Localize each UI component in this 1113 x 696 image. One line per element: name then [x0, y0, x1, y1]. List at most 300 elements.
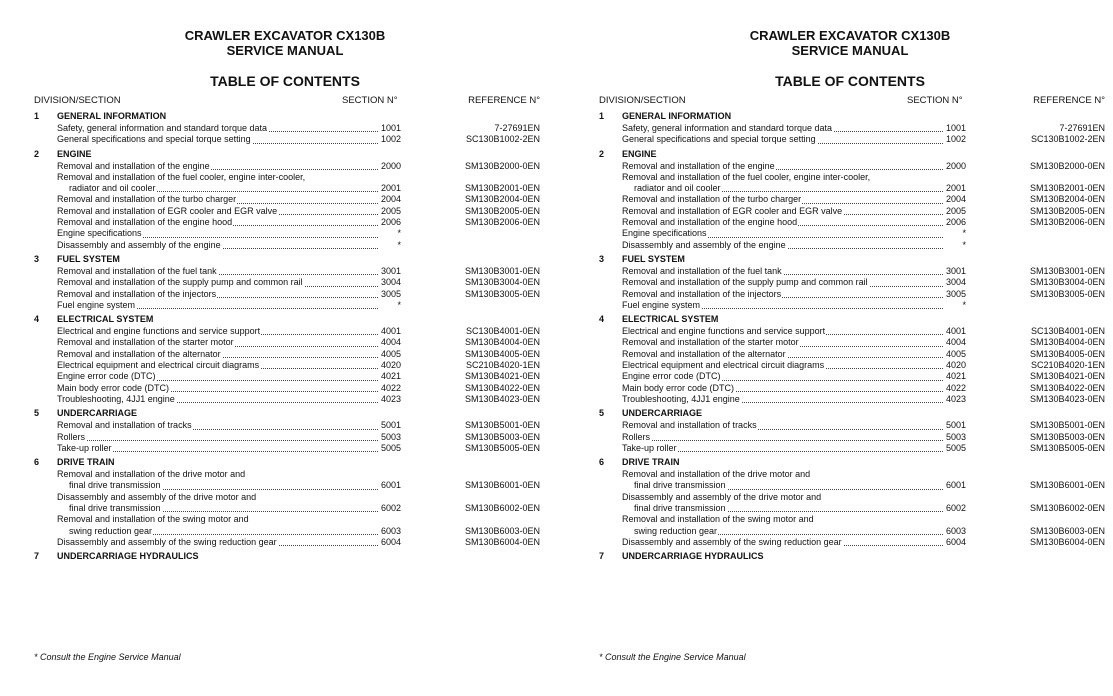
toc-entry: [34, 183, 544, 194]
division-block: [599, 314, 1109, 405]
toc-entry: [34, 228, 544, 239]
section-number: 3001: [380, 265, 401, 276]
reference-number: SM130B4005-0EN: [1029, 348, 1105, 359]
section-number: 6004: [945, 536, 966, 547]
division-block: [34, 254, 544, 311]
division-block: [599, 457, 1109, 548]
section-number: 3004: [380, 277, 401, 288]
division-number: 1: [34, 111, 40, 121]
entry-title: final drive transmission: [69, 503, 161, 514]
section-number: 2006: [945, 217, 966, 228]
reference-number: SM130B4023-0EN: [464, 393, 540, 404]
entry-title-leader: [622, 277, 965, 288]
entry-title: Engine specifications: [57, 228, 142, 239]
reference-number: SM130B5005-0EN: [464, 442, 540, 453]
toc-entry: [599, 432, 1109, 443]
reference-number: SM130B2006-0EN: [1029, 217, 1105, 228]
toc-entry: [34, 161, 544, 172]
entry-title-leader: [622, 266, 965, 277]
section-number: 5005: [380, 442, 401, 453]
entry-title-leader: [57, 240, 400, 251]
section-number: *: [379, 228, 401, 239]
toc-entry: [34, 360, 544, 371]
entry-title-leader: [57, 289, 400, 300]
toc-entry: [599, 349, 1109, 360]
entry-title-leader: [57, 432, 400, 443]
division-number: 5: [599, 408, 605, 419]
section-number: 1002: [380, 134, 401, 145]
reference-number: SM130B6003-0EN: [1029, 525, 1105, 536]
section-number: 6002: [380, 503, 401, 514]
entry-title-leader: [57, 134, 400, 145]
reference-number: SC130B1002-2EN: [465, 134, 540, 145]
entry-title: Removal and installation of the engine: [57, 160, 210, 171]
reference-number: 7-27691EN: [1059, 123, 1105, 133]
division-heading: [599, 254, 1109, 266]
toc-entry: [34, 503, 544, 514]
entry-title-leader: [622, 432, 965, 443]
division-block: [34, 111, 544, 146]
entry-title: Removal and installation of the drive motor and: [57, 469, 246, 480]
entry-title-leader: [622, 326, 965, 337]
division-heading: [599, 149, 1109, 161]
section-number: 5001: [945, 420, 966, 431]
toc-entry: [599, 172, 1109, 183]
entry-title-leader: [622, 123, 965, 134]
toc-entry: [34, 383, 544, 394]
toc-entry: [599, 526, 1109, 537]
division-heading: [599, 314, 1109, 326]
division-heading: [599, 408, 1109, 420]
entry-title: swing reduction gear: [634, 525, 718, 536]
division-number: 4: [599, 314, 605, 325]
division-name: GENERAL INFORMATION: [622, 111, 732, 121]
section-number: 3005: [945, 288, 966, 299]
toc-entry: [599, 206, 1109, 217]
section-number: 4005: [380, 348, 401, 359]
entry-title: Removal and installation of the swing motor and: [57, 514, 249, 525]
reference-number: SC210B4020-1EN: [465, 360, 540, 371]
toc-entry: [599, 134, 1109, 145]
toc-entry: [599, 469, 1109, 480]
toc-entry: [34, 206, 544, 217]
entry-title-leader: [57, 371, 400, 382]
division-number: 3: [34, 253, 40, 264]
division-heading: [34, 551, 544, 563]
entry-title-leader: [622, 172, 965, 183]
entry-title: Take-up roller: [622, 442, 677, 453]
section-number: 2005: [945, 205, 966, 216]
reference-number: SM130B4022-0EN: [1029, 382, 1105, 393]
section-number: *: [944, 300, 966, 311]
division-number: 3: [599, 253, 605, 264]
division-number: 2: [599, 148, 605, 159]
entry-title-leader: [622, 514, 965, 525]
reference-number: SM130B3004-0EN: [464, 277, 540, 288]
entry-title: Fuel engine system: [57, 299, 136, 310]
division-name: DRIVE TRAIN: [57, 457, 115, 468]
section-number: 4022: [380, 382, 401, 393]
division-heading: [34, 149, 544, 161]
toc-entry: [34, 526, 544, 537]
entry-title: Removal and installation of EGR cooler and EGR valve: [622, 205, 843, 216]
toc-entry: [599, 537, 1109, 548]
entry-title: Removal and installation of tracks: [622, 420, 757, 431]
division-number: 5: [34, 408, 40, 419]
section-number: *: [944, 228, 966, 239]
toc-entry: [34, 123, 544, 134]
division-heading: [34, 408, 544, 420]
entry-title-leader: [57, 360, 400, 371]
entry-title: Removal and installation of EGR cooler and EGR valve: [57, 205, 278, 216]
reference-number: SM130B4004-0EN: [464, 337, 540, 348]
reference-number: SM130B4021-0EN: [1029, 371, 1105, 382]
entry-title-leader: [622, 537, 965, 548]
toc-entry: [599, 420, 1109, 431]
division-block: [34, 408, 544, 454]
entry-title: Troubleshooting, 4JJ1 engine: [57, 393, 175, 404]
reference-column-label: REFERENCE N°: [468, 95, 540, 106]
section-number: 6003: [380, 525, 401, 536]
entry-title-leader: [622, 206, 965, 217]
entry-title: General specifications and special torque setting: [622, 134, 816, 145]
division-name: UNDERCARRIAGE: [622, 408, 703, 419]
entry-title-leader: [622, 492, 965, 503]
doc-subtitle: SERVICE MANUAL: [791, 43, 909, 58]
reference-number: 7-27691EN: [494, 123, 540, 133]
division-block: [599, 149, 1109, 251]
reference-number: SM130B6003-0EN: [464, 525, 540, 536]
toc-entry: [599, 194, 1109, 205]
doc-title: CRAWLER EXCAVATOR CX130B: [184, 28, 386, 43]
section-number: 4020: [945, 360, 966, 371]
entry-title-leader: [622, 349, 965, 360]
division-block: [599, 111, 1109, 146]
reference-number: SM130B2005-0EN: [1029, 205, 1105, 216]
entry-title: radiator and oil cooler: [69, 183, 156, 194]
entry-title-leader: [69, 526, 400, 537]
doc-subtitle: SERVICE MANUAL: [226, 43, 344, 58]
reference-number: SM130B5003-0EN: [464, 431, 540, 442]
reference-column-label: REFERENCE N°: [1033, 95, 1105, 106]
section-number: 1002: [945, 134, 966, 145]
section-number: 1001: [945, 123, 966, 133]
page-right: [593, 0, 1113, 696]
reference-number: SM130B4005-0EN: [464, 348, 540, 359]
reference-number: SM130B2006-0EN: [464, 217, 540, 228]
toc-entry: [599, 360, 1109, 371]
section-number: 4021: [945, 371, 966, 382]
entry-title: swing reduction gear: [69, 525, 153, 536]
division-name: ENGINE: [622, 148, 657, 159]
reference-number: SM130B4022-0EN: [464, 382, 540, 393]
entry-title: Removal and installation of the drive motor and: [622, 469, 811, 480]
reference-number: SM130B6002-0EN: [464, 503, 540, 514]
toc-entry: [34, 266, 544, 277]
division-block: [34, 457, 544, 548]
reference-number: SM130B4004-0EN: [1029, 337, 1105, 348]
toc-entry: [34, 300, 544, 311]
entry-title-leader: [622, 443, 965, 454]
toc-entry: [599, 289, 1109, 300]
entry-title-leader: [622, 240, 965, 251]
toc-entry: [599, 503, 1109, 514]
entry-title-leader: [57, 172, 400, 183]
section-number: 6001: [380, 480, 401, 491]
entry-title-leader: [57, 123, 400, 134]
reference-number: SM130B3004-0EN: [1029, 277, 1105, 288]
toc-entry: [599, 337, 1109, 348]
entry-title-leader: [57, 266, 400, 277]
entry-title: Engine specifications: [622, 228, 707, 239]
division-heading: [599, 551, 1109, 563]
toc-list: [599, 111, 1109, 566]
entry-title: Disassembly and assembly of the drive motor and: [57, 491, 257, 502]
entry-title-leader: [57, 443, 400, 454]
reference-number: SM130B3005-0EN: [464, 288, 540, 299]
entry-title: General specifications and special torque setting: [57, 134, 251, 145]
section-number: 4020: [380, 360, 401, 371]
entry-title-leader: [57, 277, 400, 288]
toc-entry: [34, 289, 544, 300]
entry-title-leader: [57, 194, 400, 205]
division-name: UNDERCARRIAGE: [57, 408, 138, 419]
entry-title: Safety, general information and standard torque data: [57, 123, 267, 133]
reference-number: SM130B2005-0EN: [464, 205, 540, 216]
toc-entry: [599, 240, 1109, 251]
division-number: 4: [34, 314, 40, 325]
entry-title: Removal and installation of the injectors: [57, 288, 217, 299]
reference-number: SM130B4021-0EN: [464, 371, 540, 382]
division-heading: [34, 111, 544, 123]
reference-number: SM130B6001-0EN: [464, 480, 540, 491]
entry-title: Removal and installation of the turbo charger: [622, 194, 802, 205]
section-number: 4005: [945, 348, 966, 359]
toc-entry: [34, 337, 544, 348]
division-heading: [34, 314, 544, 326]
entry-title-leader: [622, 134, 965, 145]
entry-title: Removal and installation of the fuel cooler, engine inter-cooler,: [57, 171, 306, 182]
toc-entry: [34, 537, 544, 548]
entry-title: final drive transmission: [69, 480, 161, 491]
entry-title: Removal and installation of the engine hood: [622, 217, 798, 228]
toc-entry: [599, 277, 1109, 288]
footnote: * Consult the Engine Service Manual: [599, 652, 746, 662]
entry-title: Disassembly and assembly of the swing reduction gear: [622, 536, 842, 547]
toc-entry: [599, 480, 1109, 491]
entry-title-leader: [57, 537, 400, 548]
entry-title: final drive transmission: [634, 480, 726, 491]
toc-entry: [599, 492, 1109, 503]
section-number: 2004: [380, 194, 401, 205]
entry-title-leader: [69, 480, 400, 491]
toc-entry: [34, 349, 544, 360]
toc-entry: [34, 514, 544, 525]
section-number: 4023: [945, 393, 966, 404]
entry-title: Removal and installation of the supply pump and common rail: [57, 277, 303, 288]
division-name: ELECTRICAL SYSTEM: [57, 314, 154, 325]
entry-title: Removal and installation of the engine hood: [57, 217, 233, 228]
division-block: [34, 551, 544, 563]
toc-entry: [599, 300, 1109, 311]
entry-title-leader: [57, 394, 400, 405]
entry-title: final drive transmission: [634, 503, 726, 514]
entry-title: Disassembly and assembly of the drive motor and: [622, 491, 822, 502]
reference-number: SM130B2004-0EN: [1029, 194, 1105, 205]
reference-number: SM130B6001-0EN: [1029, 480, 1105, 491]
division-block: [599, 254, 1109, 311]
entry-title: Removal and installation of the engine: [622, 160, 775, 171]
footnote: * Consult the Engine Service Manual: [34, 652, 181, 662]
entry-title-leader: [622, 289, 965, 300]
section-number: 2000: [945, 160, 966, 171]
section-number: 2001: [380, 183, 401, 194]
section-number: 3001: [945, 265, 966, 276]
reference-number: SM130B3001-0EN: [1029, 265, 1105, 276]
entry-title-leader: [57, 337, 400, 348]
reference-number: SM130B4023-0EN: [1029, 393, 1105, 404]
reference-number: SM130B2004-0EN: [464, 194, 540, 205]
entry-title: Removal and installation of the alternator: [622, 348, 786, 359]
toc-title: TABLE OF CONTENTS: [210, 73, 360, 89]
division-number: 6: [599, 457, 605, 468]
reference-number: SM130B3005-0EN: [1029, 288, 1105, 299]
division-name: ELECTRICAL SYSTEM: [622, 314, 719, 325]
reference-number: SM130B6002-0EN: [1029, 503, 1105, 514]
section-number: 6003: [945, 525, 966, 536]
toc-entry: [599, 371, 1109, 382]
section-number: 3005: [380, 288, 401, 299]
entry-title: Removal and installation of the turbo charger: [57, 194, 237, 205]
division-name: UNDERCARRIAGE HYDRAULICS: [622, 551, 764, 562]
entry-title: Rollers: [622, 431, 651, 442]
toc-entry: [34, 326, 544, 337]
entry-title-leader: [69, 503, 400, 514]
division-block: [34, 149, 544, 251]
section-number: 4001: [380, 326, 401, 337]
toc-entry: [34, 134, 544, 145]
division-block: [34, 314, 544, 405]
toc-entry: [599, 383, 1109, 394]
toc-entry: [34, 492, 544, 503]
dot-leader: [57, 440, 400, 441]
division-name: GENERAL INFORMATION: [57, 111, 167, 121]
section-number: 2000: [380, 160, 401, 171]
entry-title: Removal and installation of the fuel tank: [57, 265, 217, 276]
section-number: 6004: [380, 536, 401, 547]
entry-title: Rollers: [57, 431, 86, 442]
section-number: *: [379, 300, 401, 311]
entry-title: Disassembly and assembly of the engine: [57, 239, 221, 250]
toc-entry: [34, 371, 544, 382]
entry-title: Engine error code (DTC): [622, 371, 721, 382]
entry-title: Troubleshooting, 4JJ1 engine: [622, 393, 740, 404]
entry-title-leader: [622, 420, 965, 431]
entry-title: Removal and installation of the swing motor and: [622, 514, 814, 525]
division-heading: [599, 457, 1109, 469]
reference-number: SM130B2001-0EN: [1029, 183, 1105, 194]
reference-number: SM130B5003-0EN: [1029, 431, 1105, 442]
division-name: ENGINE: [57, 148, 92, 159]
division-name: UNDERCARRIAGE HYDRAULICS: [57, 551, 199, 562]
entry-title-leader: [622, 161, 965, 172]
toc-entry: [599, 123, 1109, 134]
entry-title-leader: [57, 349, 400, 360]
entry-title: radiator and oil cooler: [634, 183, 721, 194]
toc-entry: [599, 183, 1109, 194]
entry-title: Electrical equipment and electrical circuit diagrams: [622, 360, 825, 371]
reference-number: SC210B4020-1EN: [1030, 360, 1105, 371]
reference-number: SM130B2000-0EN: [1029, 160, 1105, 171]
page-left: [28, 0, 548, 696]
entry-title-leader: [634, 480, 965, 491]
reference-number: SM130B2001-0EN: [464, 183, 540, 194]
division-number: 6: [34, 457, 40, 468]
toc-entry: [599, 161, 1109, 172]
entry-title-leader: [622, 383, 965, 394]
section-number: *: [944, 240, 966, 251]
entry-title-leader: [57, 420, 400, 431]
entry-title-leader: [57, 492, 400, 503]
division-name: FUEL SYSTEM: [622, 253, 685, 264]
entry-title: Removal and installation of the fuel cooler, engine inter-cooler,: [622, 171, 871, 182]
reference-number: SM130B6004-0EN: [464, 536, 540, 547]
reference-number: SM130B6004-0EN: [1029, 536, 1105, 547]
section-number: 2005: [380, 205, 401, 216]
entry-title: Engine error code (DTC): [57, 371, 156, 382]
reference-number: SM130B2000-0EN: [464, 160, 540, 171]
entry-title-leader: [57, 300, 400, 311]
division-number: 1: [599, 111, 605, 121]
division-number: 2: [34, 148, 40, 159]
section-number: 1001: [380, 123, 401, 133]
reference-number: SM130B5005-0EN: [1029, 442, 1105, 453]
entry-title: Removal and installation of the fuel tank: [622, 265, 782, 276]
entry-title-leader: [622, 394, 965, 405]
entry-title: Removal and installation of the starter motor: [57, 337, 234, 348]
section-number: 4004: [945, 337, 966, 348]
toc-entry: [34, 469, 544, 480]
entry-title: Main body error code (DTC): [57, 382, 170, 393]
reference-number: SC130B1002-2EN: [1030, 134, 1105, 145]
reference-number: SC130B4001-0EN: [1030, 326, 1105, 337]
entry-title-leader: [622, 217, 965, 228]
entry-title-leader: [634, 183, 965, 194]
section-number: 2001: [945, 183, 966, 194]
toc-entry: [599, 217, 1109, 228]
division-heading: [34, 457, 544, 469]
toc-entry: [34, 432, 544, 443]
section-number: 5003: [945, 431, 966, 442]
reference-number: SC130B4001-0EN: [465, 326, 540, 337]
column-header: [34, 95, 544, 107]
section-number: 3004: [945, 277, 966, 288]
toc-list: [34, 111, 544, 566]
column-header: [599, 95, 1109, 107]
division-column-label: DIVISION/SECTION: [34, 95, 121, 106]
entry-title-leader: [622, 469, 965, 480]
entry-title: Electrical and engine functions and service support: [57, 326, 261, 337]
section-column-label: SECTION N°: [342, 95, 398, 106]
division-block: [599, 408, 1109, 454]
toc-entry: [599, 443, 1109, 454]
entry-title-leader: [57, 217, 400, 228]
section-number: 4004: [380, 337, 401, 348]
entry-title-leader: [622, 228, 965, 239]
dot-leader: [622, 440, 965, 441]
entry-title-leader: [622, 194, 965, 205]
toc-entry: [34, 240, 544, 251]
